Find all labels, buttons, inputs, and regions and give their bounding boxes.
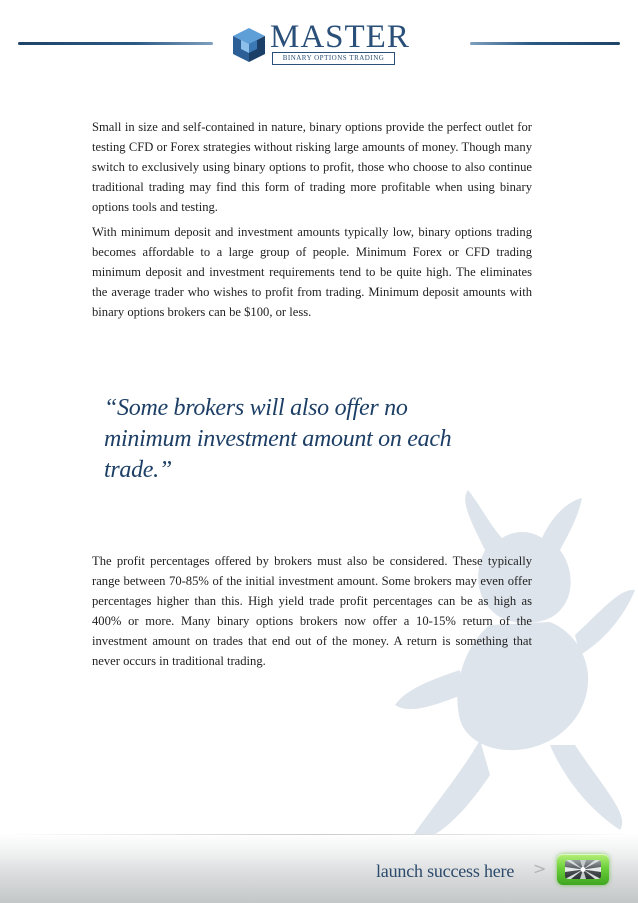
launch-button-icon [565,860,601,879]
launch-button[interactable] [557,854,609,885]
body-paragraph-3: The profit percentages offered by brokers must also be considered. These typically range between 70-85% of the initial investment amount. Some brokers may even offer percentages higher than this. High yield trade profit percentages can be as high as 400% or more. Many binary options brokers now offer a 10-15% return of the investment amount on trades that end out of the money. A return is something that never occurs in traditional trading. [92,554,532,668]
launch-arrow-icon[interactable]: > [533,859,547,878]
pull-quote: “Some brokers will also offer no minimum investment amount on each trade.” [104,395,452,483]
logo-tagline: BINARY OPTIONS TRADING [272,52,395,65]
launch-success-link[interactable]: launch success here [376,861,515,881]
body-paragraph-2: With minimum deposit and investment amounts typically low, binary options trading becomes affordable to a large group of people. Minimum Forex or CFD trading minimum deposit and investment requirements tend to be quite high. The eliminates the average trader who wishes to profit from trading. Minimum deposit amounts with binary options brokers can be $100, or less. [92,225,532,319]
body-paragraph-1: Small in size and self-contained in nature, binary options provide the perfect outlet for testing CFD or Forex strategies without risking large amounts of money. Though many switch to exclusively using binary options to profit, those who choose to also continue traditional trading may find this form of trading more profitable when using binary options tools and testing. [92,120,532,214]
logo-wordmark: MASTER [270,19,410,55]
header-rule-right [470,42,620,45]
header-rule-left [18,42,213,45]
starburst-icon [565,860,601,879]
brand-logo [230,19,410,66]
logo-cube-icon [230,26,268,64]
